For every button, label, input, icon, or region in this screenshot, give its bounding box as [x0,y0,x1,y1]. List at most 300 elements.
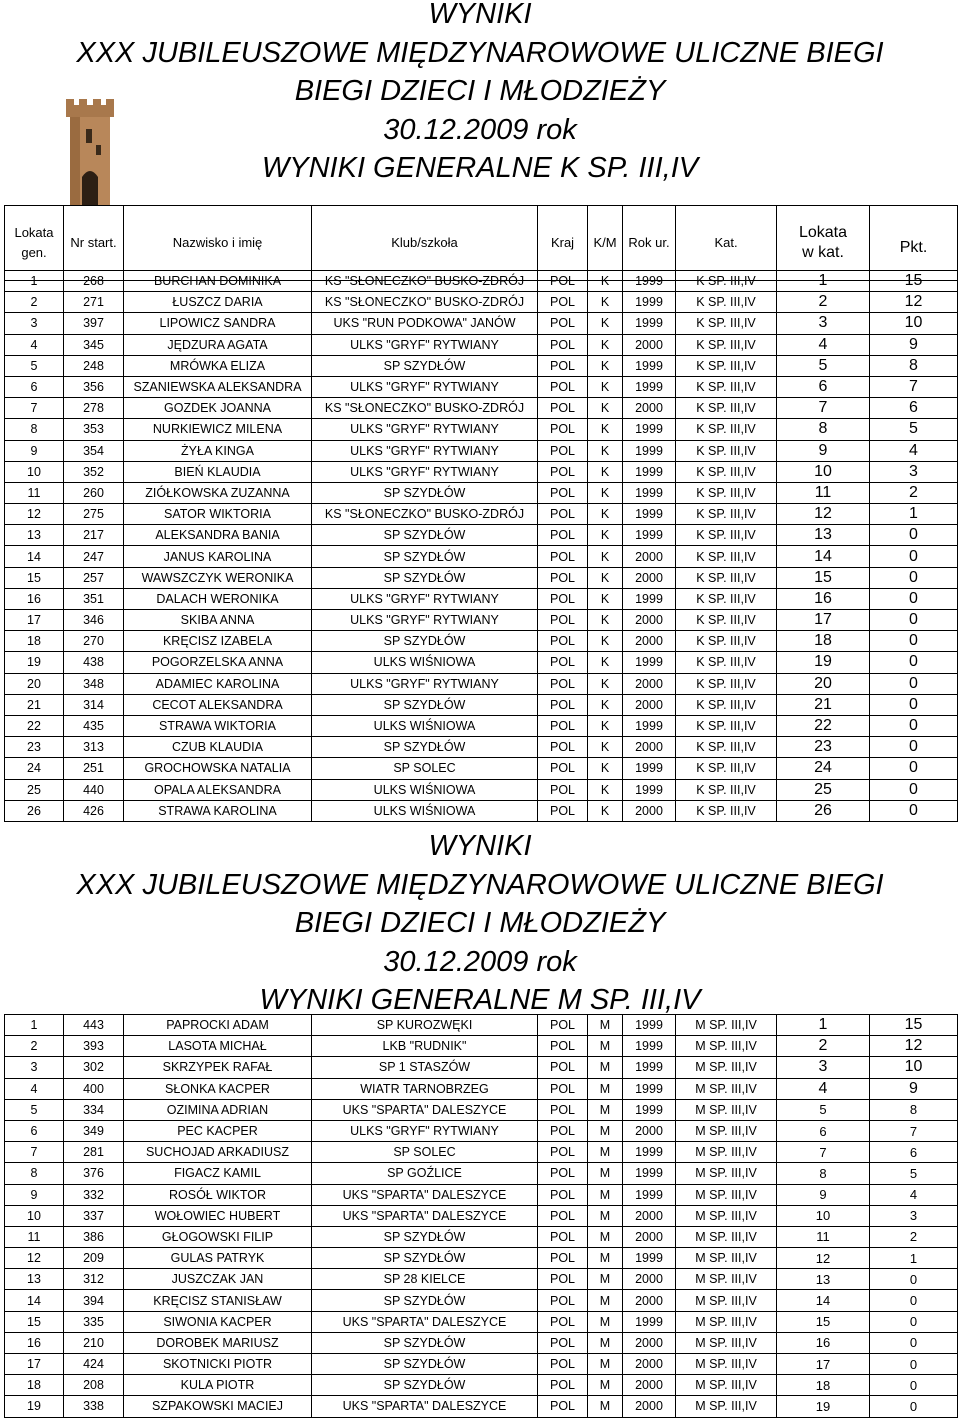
cell-rok: 1999 [623,1057,676,1078]
cell-kraj: POL [538,1269,588,1290]
cell-lokata-gen: 19 [5,652,64,673]
cell-lokata-kat: 20 [777,673,870,694]
cell-km: K [588,779,623,800]
table-row [5,1163,958,1184]
cell-kraj: POL [538,1142,588,1163]
cell-lokata-gen: 25 [5,779,64,800]
cell-kraj: POL [538,1290,588,1311]
cell-km: K [588,334,623,355]
cell-lokata-gen: 10 [5,461,64,482]
table-row [5,525,958,546]
cell-club: SP 28 KIELCE [312,1269,538,1290]
cell-name: MRÓWKA ELIZA [124,355,312,376]
cell-kat: K SP. III,IV [676,461,777,482]
title-date: 30.12.2009 rok [383,945,577,978]
cell-km: M [588,1354,623,1375]
cell-nr-start: 257 [64,567,124,588]
cell-kat: K SP. III,IV [676,546,777,567]
cell-name: SZANIEWSKA ALEKSANDRA [124,376,312,397]
title-date: 30.12.2009 rok [383,113,577,146]
cell-rok: 1999 [623,313,676,334]
cell-km: K [588,419,623,440]
table-row [5,313,958,334]
cell-rok: 2000 [623,567,676,588]
cell-km: M [588,1015,623,1036]
cell-name: JUSZCZAK JAN [124,1269,312,1290]
cell-pkt: 0 [870,567,958,588]
cell-lokata-gen: 5 [5,1099,64,1120]
cell-kraj: POL [538,334,588,355]
cell-nr-start: 281 [64,1142,124,1163]
cell-pkt: 15 [870,1015,958,1036]
cell-club: SP SZYDŁÓW [312,546,538,567]
cell-lokata-gen: 14 [5,1290,64,1311]
cell-rok: 2000 [623,673,676,694]
table-row [5,758,958,779]
cell-club: SP SZYDŁÓW [312,1375,538,1396]
cell-rok: 2000 [623,398,676,419]
cell-pkt: 4 [870,1184,958,1205]
cell-pkt: 8 [870,1099,958,1120]
cell-kraj: POL [538,1396,588,1417]
cell-nr-start: 345 [64,334,124,355]
cell-club: SP SZYDŁÓW [312,355,538,376]
cell-km: K [588,355,623,376]
cell-lokata-kat: 11 [777,1226,870,1247]
cell-lokata-kat: 5 [777,1099,870,1120]
cell-kraj: POL [538,398,588,419]
cell-name: CZUB KLAUDIA [124,737,312,758]
cell-name: DOROBEK MARIUSZ [124,1332,312,1353]
table-row [5,355,958,376]
table-row [5,292,958,313]
cell-lokata-kat: 14 [777,546,870,567]
cell-lokata-gen: 3 [5,1057,64,1078]
cell-kat: K SP. III,IV [676,292,777,313]
cell-name: NURKIEWICZ MILENA [124,419,312,440]
table-row [5,482,958,503]
cell-lokata-gen: 17 [5,610,64,631]
cell-rok: 2000 [623,1396,676,1417]
cell-rok: 1999 [623,461,676,482]
cell-rok: 2000 [623,334,676,355]
cell-lokata-gen: 19 [5,1396,64,1417]
cell-club: ULKS WIŚNIOWA [312,652,538,673]
cell-nr-start: 400 [64,1078,124,1099]
cell-lokata-kat: 16 [777,1332,870,1353]
cell-lokata-kat: 12 [777,1248,870,1269]
cell-lokata-gen: 2 [5,292,64,313]
table-row [5,694,958,715]
cell-pkt: 3 [870,1205,958,1226]
cell-pkt: 0 [870,1290,958,1311]
cell-km: M [588,1332,623,1353]
cell-nr-start: 251 [64,758,124,779]
cell-lokata-gen: 12 [5,504,64,525]
cell-kraj: POL [538,440,588,461]
table-row [5,1375,958,1396]
cell-kraj: POL [538,1248,588,1269]
cell-lokata-gen: 13 [5,525,64,546]
cell-name: ROSÓŁ WIKTOR [124,1184,312,1205]
cell-lokata-gen: 23 [5,737,64,758]
cell-club: KS "SŁONECZKO" BUSKO-ZDRÓJ [312,271,538,292]
cell-name: KRĘCISZ IZABELA [124,631,312,652]
cell-lokata-kat: 6 [777,376,870,397]
cell-club: WIATR TARNOBRZEG [312,1078,538,1099]
cell-nr-start: 278 [64,398,124,419]
cell-club: ULKS "GRYF" RYTWIANY [312,334,538,355]
cell-name: SUCHOJAD ARKADIUSZ [124,1142,312,1163]
cell-lokata-gen: 12 [5,1248,64,1269]
cell-name: ZIÓŁKOWSKA ZUZANNA [124,482,312,503]
cell-pkt: 0 [870,546,958,567]
title-wyniki: WYNIKI [428,0,532,30]
cell-nr-start: 302 [64,1057,124,1078]
cell-km: K [588,504,623,525]
cell-pkt: 0 [870,1396,958,1417]
cell-club: SP SZYDŁÓW [312,1226,538,1247]
cell-club: SP SZYDŁÓW [312,737,538,758]
cell-lokata-gen: 6 [5,376,64,397]
cell-kraj: POL [538,1226,588,1247]
cell-km: K [588,800,623,821]
cell-lokata-kat: 19 [777,652,870,673]
cell-nr-start: 332 [64,1184,124,1205]
cell-kat: M SP. III,IV [676,1226,777,1247]
cell-club: SP SZYDŁÓW [312,567,538,588]
table-row [5,1226,958,1247]
cell-kraj: POL [538,313,588,334]
cell-lokata-kat: 18 [777,1375,870,1396]
cell-lokata-kat: 19 [777,1396,870,1417]
cell-rok: 1999 [623,482,676,503]
table-row [5,546,958,567]
cell-pkt: 0 [870,1269,958,1290]
cell-kraj: POL [538,737,588,758]
cell-rok: 2000 [623,1205,676,1226]
col-kat: Kat. [676,206,777,281]
cell-lokata-gen: 22 [5,715,64,736]
cell-name: ŻYŁA KINGA [124,440,312,461]
cell-nr-start: 348 [64,673,124,694]
cell-pkt: 0 [870,1354,958,1375]
cell-nr-start: 337 [64,1205,124,1226]
title-category: BIEGI DZIECI I MŁODZIEŻY [294,907,666,939]
cell-club: SP SOLEC [312,758,538,779]
cell-nr-start: 334 [64,1099,124,1120]
cell-name: PEC KACPER [124,1120,312,1141]
table-row [5,567,958,588]
cell-km: M [588,1036,623,1057]
cell-name: SKIBA ANNA [124,610,312,631]
cell-kraj: POL [538,482,588,503]
cell-name: LIPOWICZ SANDRA [124,313,312,334]
col-club: Klub/szkoła [312,206,538,281]
cell-pkt: 0 [870,758,958,779]
cell-lokata-gen: 15 [5,567,64,588]
cell-pkt: 2 [870,1226,958,1247]
cell-kraj: POL [538,673,588,694]
cell-km: K [588,567,623,588]
cell-km: K [588,376,623,397]
cell-kat: K SP. III,IV [676,610,777,631]
cell-kat: K SP. III,IV [676,567,777,588]
cell-club: SP SOLEC [312,1142,538,1163]
cell-lokata-kat: 8 [777,1163,870,1184]
cell-club: SP KUROZWĘKI [312,1015,538,1036]
cell-kat: M SP. III,IV [676,1248,777,1269]
cell-club: KS "SŁONECZKO" BUSKO-ZDRÓJ [312,504,538,525]
cell-rok: 2000 [623,1269,676,1290]
cell-kat: M SP. III,IV [676,1269,777,1290]
cell-lokata-gen: 4 [5,334,64,355]
table-row [5,461,958,482]
cell-kat: K SP. III,IV [676,631,777,652]
cell-pkt: 3 [870,461,958,482]
cell-pkt: 5 [870,419,958,440]
cell-km: K [588,313,623,334]
col-rok: Rok ur. [623,206,676,281]
cell-name: GŁOGOWSKI FILIP [124,1226,312,1247]
cell-pkt: 0 [870,673,958,694]
table-row [5,1015,958,1036]
cell-club: ULKS WIŚNIOWA [312,800,538,821]
cell-name: GULAS PATRYK [124,1248,312,1269]
table-row [5,1120,958,1141]
cell-rok: 1999 [623,1142,676,1163]
table-row [5,1036,958,1057]
cell-name: WOŁOWIEC HUBERT [124,1205,312,1226]
cell-lokata-kat: 13 [777,525,870,546]
table-row [5,419,958,440]
cell-nr-start: 268 [64,271,124,292]
cell-km: M [588,1396,623,1417]
table-row [5,610,958,631]
cell-club: SP 1 STASZÓW [312,1057,538,1078]
cell-kraj: POL [538,779,588,800]
cell-pkt: 0 [870,652,958,673]
cell-pkt: 0 [870,610,958,631]
cell-name: FIGACZ KAMIL [124,1163,312,1184]
cell-rok: 2000 [623,1290,676,1311]
cell-lokata-kat: 15 [777,1311,870,1332]
table-row [5,1332,958,1353]
cell-kat: K SP. III,IV [676,334,777,355]
title-event: XXX JUBILEUSZOWE MIĘDZYNAROWOWE ULICZNE BIEGI [76,36,884,69]
table-row [5,1248,958,1269]
cell-name: CECOT ALEKSANDRA [124,694,312,715]
cell-lokata-kat: 11 [777,482,870,503]
cell-lokata-kat: 22 [777,715,870,736]
cell-kraj: POL [538,1057,588,1078]
cell-club: UKS "SPARTA" DALESZYCE [312,1184,538,1205]
cell-club: KS "SŁONECZKO" BUSKO-ZDRÓJ [312,292,538,313]
cell-pkt: 12 [870,1036,958,1057]
title-wyniki: WYNIKI [428,830,532,862]
cell-kat: K SP. III,IV [676,800,777,821]
cell-kat: K SP. III,IV [676,694,777,715]
cell-lokata-gen: 16 [5,1332,64,1353]
cell-kat: M SP. III,IV [676,1354,777,1375]
cell-km: M [588,1078,623,1099]
cell-name: ALEKSANDRA BANIA [124,525,312,546]
cell-rok: 1999 [623,779,676,800]
cell-lokata-kat: 18 [777,631,870,652]
cell-rok: 1999 [623,1248,676,1269]
title-event: XXX JUBILEUSZOWE MIĘDZYNAROWOWE ULICZNE BIEGI [76,868,884,901]
cell-nr-start: 217 [64,525,124,546]
cell-km: K [588,525,623,546]
title-category: BIEGI DZIECI I MŁODZIEŻY [294,75,666,107]
cell-km: M [588,1184,623,1205]
cell-name: JANUS KAROLINA [124,546,312,567]
cell-km: K [588,461,623,482]
cell-rok: 1999 [623,588,676,609]
cell-nr-start: 424 [64,1354,124,1375]
cell-nr-start: 248 [64,355,124,376]
cell-lokata-kat: 17 [777,610,870,631]
cell-kraj: POL [538,694,588,715]
col-kraj: Kraj [538,206,588,281]
cell-nr-start: 209 [64,1248,124,1269]
cell-lokata-kat: 12 [777,504,870,525]
cell-nr-start: 435 [64,715,124,736]
cell-name: BURCHAN DOMINIKA [124,271,312,292]
cell-kat: K SP. III,IV [676,271,777,292]
cell-kraj: POL [538,588,588,609]
cell-lokata-gen: 11 [5,1226,64,1247]
cell-kraj: POL [538,1354,588,1375]
cell-name: SZPAKOWSKI MACIEJ [124,1396,312,1417]
cell-lokata-kat: 14 [777,1290,870,1311]
cell-kat: M SP. III,IV [676,1099,777,1120]
cell-kraj: POL [538,1205,588,1226]
cell-lokata-kat: 16 [777,588,870,609]
table-row [5,1184,958,1205]
cell-km: K [588,546,623,567]
cell-lokata-kat: 5 [777,355,870,376]
cell-rok: 1999 [623,1163,676,1184]
cell-pkt: 0 [870,800,958,821]
cell-kraj: POL [538,652,588,673]
cell-rok: 1999 [623,1099,676,1120]
cell-lokata-kat: 3 [777,313,870,334]
cell-kraj: POL [538,567,588,588]
cell-kat: M SP. III,IV [676,1332,777,1353]
cell-lokata-gen: 18 [5,631,64,652]
table-row [5,652,958,673]
cell-lokata-gen: 9 [5,1184,64,1205]
table-row [5,1205,958,1226]
cell-pkt: 2 [870,482,958,503]
cell-lokata-kat: 10 [777,461,870,482]
cell-kat: K SP. III,IV [676,652,777,673]
cell-club: ULKS "GRYF" RYTWIANY [312,419,538,440]
cell-kraj: POL [538,800,588,821]
cell-rok: 1999 [623,525,676,546]
cell-name: LASOTA MICHAŁ [124,1036,312,1057]
cell-pkt: 0 [870,694,958,715]
cell-kat: K SP. III,IV [676,737,777,758]
cell-nr-start: 356 [64,376,124,397]
cell-club: SP SZYDŁÓW [312,1354,538,1375]
cell-rok: 1999 [623,440,676,461]
cell-nr-start: 312 [64,1269,124,1290]
cell-kat: K SP. III,IV [676,588,777,609]
cell-lokata-kat: 25 [777,779,870,800]
cell-name: ŁUSZCZ DARIA [124,292,312,313]
cell-kat: K SP. III,IV [676,715,777,736]
cell-km: M [588,1248,623,1269]
table-row [5,271,958,292]
cell-club: SP SZYDŁÓW [312,525,538,546]
cell-name: GROCHOWSKA NATALIA [124,758,312,779]
cell-kat: M SP. III,IV [676,1396,777,1417]
cell-pkt: 1 [870,1248,958,1269]
title-section: WYNIKI GENERALNE M SP. III,IV [259,984,701,1016]
cell-club: UKS "RUN PODKOWA" JANÓW [312,313,538,334]
cell-nr-start: 270 [64,631,124,652]
cell-lokata-kat: 9 [777,1184,870,1205]
cell-kraj: POL [538,419,588,440]
cell-name: SKOTNICKI PIOTR [124,1354,312,1375]
table-row [5,1311,958,1332]
cell-nr-start: 376 [64,1163,124,1184]
cell-lokata-kat: 21 [777,694,870,715]
cell-lokata-gen: 14 [5,546,64,567]
cell-kraj: POL [538,1332,588,1353]
cell-km: K [588,758,623,779]
cell-lokata-kat: 7 [777,1142,870,1163]
cell-club: ULKS WIŚNIOWA [312,715,538,736]
cell-club: ULKS "GRYF" RYTWIANY [312,588,538,609]
table-row [5,1142,958,1163]
cell-nr-start: 354 [64,440,124,461]
cell-lokata-gen: 10 [5,1205,64,1226]
cell-pkt: 10 [870,313,958,334]
cell-club: SP SZYDŁÓW [312,1248,538,1269]
table-row [5,800,958,821]
table-row [5,1057,958,1078]
cell-club: ULKS "GRYF" RYTWIANY [312,461,538,482]
cell-rok: 1999 [623,715,676,736]
cell-nr-start: 397 [64,313,124,334]
cell-lokata-gen: 1 [5,1015,64,1036]
cell-km: K [588,610,623,631]
cell-nr-start: 352 [64,461,124,482]
cell-km: K [588,652,623,673]
cell-pkt: 5 [870,1163,958,1184]
cell-kraj: POL [538,1078,588,1099]
cell-nr-start: 349 [64,1120,124,1141]
cell-kraj: POL [538,271,588,292]
cell-pkt: 6 [870,1142,958,1163]
cell-nr-start: 353 [64,419,124,440]
cell-pkt: 9 [870,1078,958,1099]
cell-club: SP SZYDŁÓW [312,1290,538,1311]
cell-lokata-gen: 11 [5,482,64,503]
col-km: K/M [588,206,623,281]
cell-kat: M SP. III,IV [676,1015,777,1036]
table-row [5,1290,958,1311]
cell-rok: 2000 [623,1354,676,1375]
cell-kraj: POL [538,355,588,376]
cell-name: STRAWA WIKTORIA [124,715,312,736]
cell-kat: K SP. III,IV [676,758,777,779]
cell-name: POGORZELSKA ANNA [124,652,312,673]
cell-rok: 1999 [623,652,676,673]
